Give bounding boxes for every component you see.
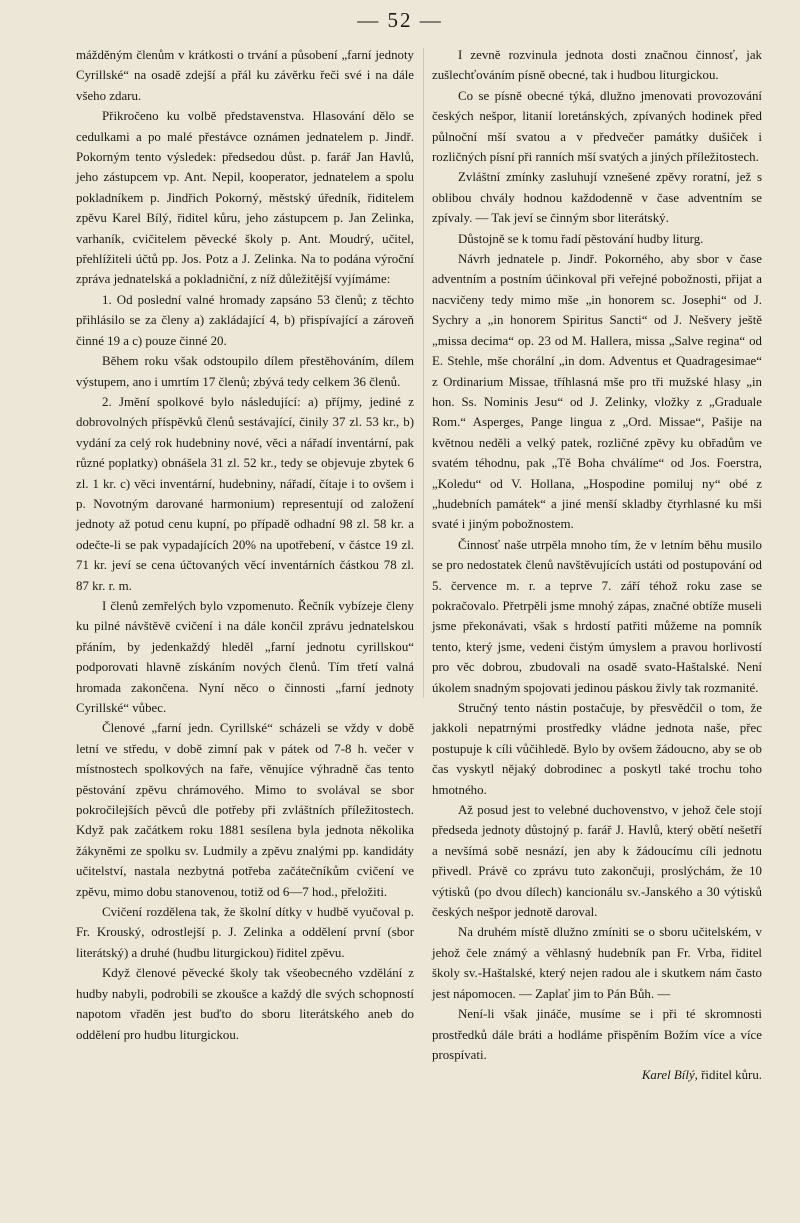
signature-name: Karel Bílý, xyxy=(641,1068,698,1083)
left-column-paragraph: Během roku však odstoupilo dílem přestěhováním, dílem výstupem, ano i umrtím 17 členů; zbývá tedy celkem 36 členů. xyxy=(76,354,414,389)
left-column-paragraph: 2. Jmění spolkové bylo následující: a) příjmy, jediné z dobrovolných příspěvků členů sestávající, činily 37 zl. 53 kr., b) vydání za celý rok hudebniny nové, věci a nářadí inventární, pak různé poplatky) obnášela 31 zl. 52 kr., tedy se objevuje zbytek 6 zl. 1 kr. c) věci inventární, hudebniny, nářadí, čítaje i to ovšem i p. Novotným darované harmonium) representují od založení jednoty až potud cenu kupní, po případě odhadní 98 zl. 58 kr. a odečte-li se pak vypadajících 20% na upotřebení, v částce 19 zl. 71 kr. jeví se cena účtovaných věcí inventárních částkou 78 zl. 87 kr. r. m. xyxy=(76,394,414,593)
left-column-paragraph: 1. Od poslední valné hromady zapsáno 53 členů; z těchto přihlásilo se za členy a) zakládající 4, b) přispívající a zároveň činné 19 a c) pouze činné 20. xyxy=(76,292,414,348)
left-column-paragraph: mážděným členům v krátkosti o trvání a působení „farní jednoty Cyrillské“ na osadě zdejší a přál ku závěrku řeči své i na dále všeho zdaru. xyxy=(76,48,414,103)
signature xyxy=(432,1065,762,1085)
signature-title: řiditel kůru. xyxy=(697,1068,762,1083)
right-column-paragraph: Není-li však jináče, musíme se i při té skromnosti prostředků dále bráti a hodláme přispěním Božím více a více prospívati. xyxy=(432,1007,762,1062)
left-column xyxy=(76,45,414,1045)
right-column-paragraph: Co se písně obecné týká, dlužno jmenovati provozování českých nešpor, litanií loretánských, zpívaných hodinek před půlnoční mší svatou a v předvečer památky dušiček i rozličných písní při ranních mší svatých a jiných příležitostech. xyxy=(432,88,762,165)
page-number: — 52 — xyxy=(357,8,443,32)
right-column-paragraph: Návrh jednatele p. Jindř. Pokorného, aby sbor v čase adventním a postním účinkoval při veřejné pobožnosti, přijat a nacvičeny tedy mimo mše „in honorem sc. Josephi“ od J. Sychry a „in honorem Spiritus Sancti“ od J. Nešvery ještě „missa decima“ op. 23 od M. Hallera, missa „Salve regina“ od E. Stehle, mše chorální „in dom. Adventus et Quadragesimae“ z Ordinarium Missae, tříhlasná mše pro tři mužské hlasy „in hon. Ss. Nominis Jesu“ od J. Zelinky, vložky z „Graduale Rom.“ Asperges, Pange lingua z „Ord. Missae“, Pašije na květnou neděli a velký patek, rozličné zpěvy ku obřadům ve svatém téhodnu, pak „Tě Boha chválíme“ od Jos. Foerstra, „Koledu“ od V. Hollana, „Hospodine pomiluj ny“ obé z „hudebních památek“ a jiné menší skladby čtyrhlasné ku mši svaté i jiným pobožnostem. xyxy=(432,252,762,532)
left-column-paragraph: Cvičení rozdělena tak, že školní dítky v hudbě vyučoval p. Fr. Krouský, odrostlejší p. J. Zelinka a oddělení první (sbor literátský) a druhé (hudbu liturgickou) řiditel zpěvu. xyxy=(76,905,414,960)
right-column-paragraph: Zvláštní zmínky zasluhují vznešené zpěvy roratní, jež s oblibou chvály hodnou každodenně v čase adventním se zpívaly. — Tak jeví se činným sbor literátský. xyxy=(432,170,762,226)
right-column-paragraph: I zevně rozvinula jednota dosti značnou činnosť, jak zušlechťováním písně obecné, tak i hudbou liturgickou. xyxy=(432,48,762,83)
left-column-paragraph: Členové „farní jedn. Cyrillské“ scházeli se vždy v době letní ve středu, v době zimní pak v pátek od 7-8 h. večer v místnostech spolkových na faře, věnujíce výhradně čas tento pěstování zpěvu chrámového. Mimo to svolával se sbor pokročilejších pěvců dle potřeby při zvláštních příležitostech. Když pak začátkem roku 1881 sesílena byla jednota několika žákyněmi ze spolku sv. Ludmily a zpěvu znalými pp. kandidáty učitelství, nastala nezbytná potřeba začátečníkům cvičení ve zpěvu, mimo dobu stanovenou, totiž od 6—7 hod., přeložiti. xyxy=(76,721,414,899)
right-column-paragraph: Stručný tento nástin postačuje, by přesvědčil o tom, že jakkoli nepatrnými prostředky vládne jednota naše, přec postupuje k cíli vůčihledě. Bylo by ovšem žádoucno, aby se ob čas vyskytl nějaký dobrodinec a poskytl také trochu toho hmotného. xyxy=(432,701,762,797)
right-column-paragraph: Na druhém místě dlužno zmíniti se o sboru učitelském, v jehož čele známý a věhlasný hudebník pan Fr. Vrba, řiditel školy sv.-Haštalské, který nejen radou ale i skutkem nám často jest nápomocen. — Zaplať jim to Pán Bůh. — xyxy=(432,925,762,1001)
right-column-paragraph: Důstojně se k tomu řadí pěstování hudby liturg. xyxy=(458,231,704,246)
right-column xyxy=(432,45,762,1086)
left-column-paragraph: Přikročeno ku volbě představenstva. Hlasování dělo se cedulkami a po malé přestávce oznámen jednatelem p. Jindř. Pokorným tento výsledek: předsedou důst. p. farář Jan Havlů, jeho zástupcem vp. Ant. Nepil, kooperator, jednatelem a spolu pokladníkem p. Jindřich Pokorný, městský úředník, řiditelem zpěvu Karel Bílý, řiditel kůru, jeho zástupcem p. Jan Zelinka, varhaník, cvičitelem pěvecké školy p. Ant. Moudrý, učitel, přehlížiteli účtů pp. Jos. Potz a J. Zelinka. Na to podána výroční zpráva jednatelská a pokladniční, z níž důležitější vyjímáme: xyxy=(76,109,414,287)
right-column-paragraph: Až posud jest to velebné duchovenstvo, v jehož čele stojí předseda jednoty důstojný p. farář J. Havlů, který obětí nešetří a nevšímá sobě nesnází, jen aby k žádoucímu cíli jednotu přivedl. Právě co zprávu tuto zakončuji, proslýchám, že 10 výtisků (po dvou dílech) kancionálu sv.-Janského a 30 výtisků českých nešpor jednotě daroval. xyxy=(432,803,762,920)
column-divider xyxy=(423,48,424,698)
left-column-paragraph: Když členové pěvecké školy tak všeobecného vzdělání z hudby nabyli, podrobili se zkoušce a každý dle svých schopností napotom vřaděn jest buďto do sboru literátského aneb do oddělení pro hudbu liturgickou. xyxy=(76,966,414,1042)
left-column-paragraph: I členů zemřelých bylo vzpomenuto. Řečník vybízeje členy ku pilné návštěvě cvičení i na dále končil zprávu jednatelskou přáním, by jedenkaždý hleděl „farní jednotu cyrillskou“ podporovati hlavně získáním nových členů. Tím třetí valná hromada zakončena. Nyní něco o činnosti „farní jednoty Cyrillské“ vůbec. xyxy=(76,598,414,715)
right-column-paragraph: Činnosť naše utrpěla mnoho tím, že v letním běhu musilo se pro nedostatek členů navštěvujících ustáti od postupování od 5. července m. r. a teprve 7. září téhož roku zase se pokračovalo. Přetrpěli jsme mnohý zápas, značné obtíže museli jsme překonávati, však s hrdostí patřiti můžeme na pomník tento, který jsme, vedeni čistým úmyslem a pravou horlivostí pro věc dobrou, zbudovali na osadě svato-Haštalské. Není úkolem snadným spojovati jedinou páskou živly tak rozmanité. xyxy=(432,537,762,695)
